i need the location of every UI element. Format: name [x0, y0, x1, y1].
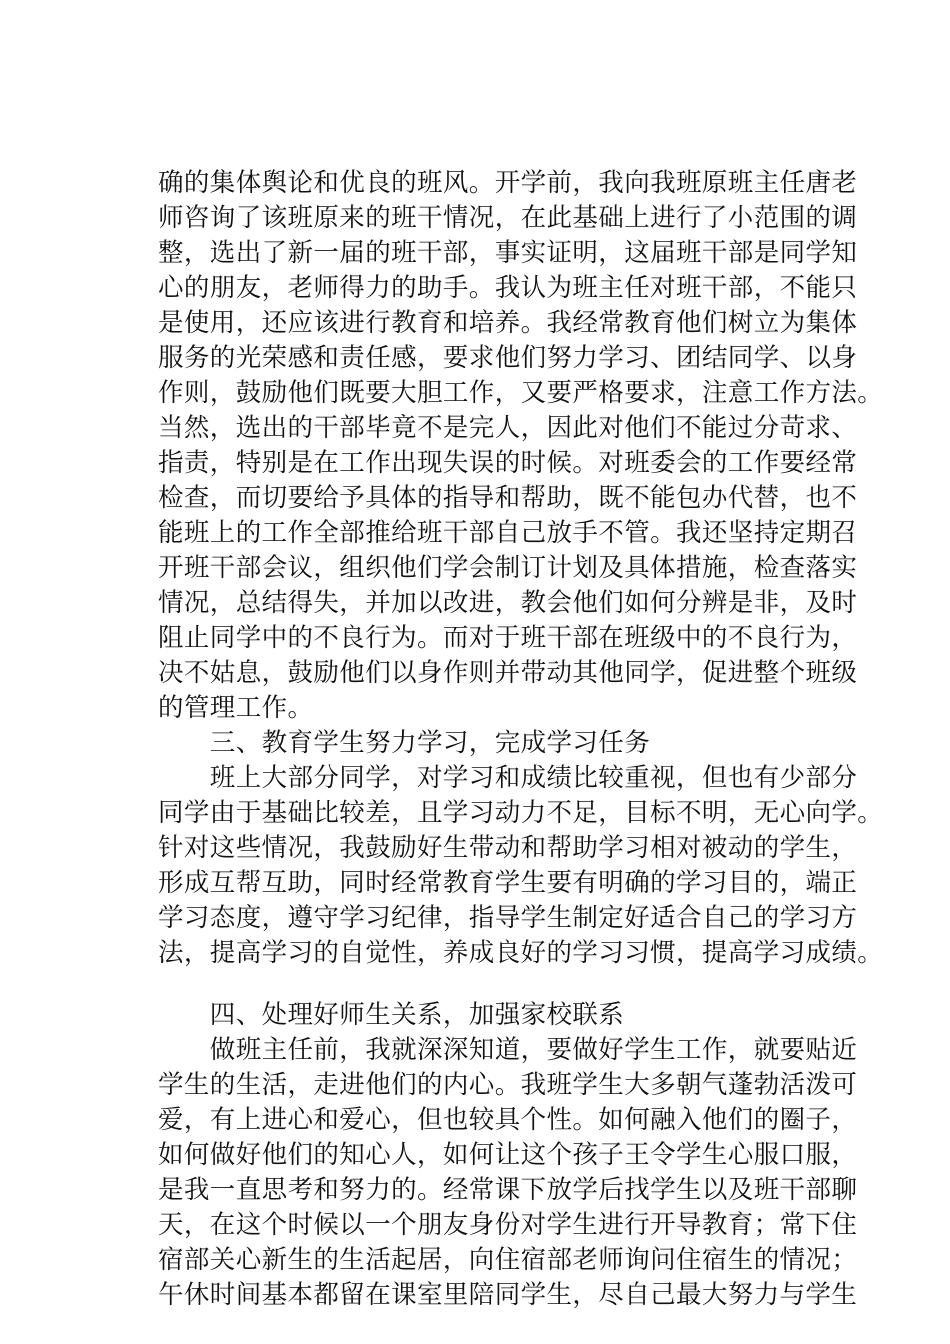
- body-text-line: 是使用，还应该进行教育和培养。我经常教育他们树立为集体: [158, 308, 858, 338]
- body-text-line: 学生的生活，走进他们的内心。我班学生大多朝气蓬勃活泼可: [158, 1070, 858, 1100]
- body-text-line: 情况，总结得失，并加以改进，教会他们如何分辨是非，及时: [158, 588, 858, 618]
- body-text-line: 是我一直思考和努力的。经常课下放学后找学生以及班干部聊: [158, 1175, 858, 1205]
- body-text-line: 心的朋友，老师得力的助手。我认为班主任对班干部，不能只: [158, 273, 858, 303]
- body-text-line: 作则，鼓励他们既要大胆工作，又要严格要求，注意工作方法。: [158, 378, 884, 408]
- body-text-line: 指责，特别是在工作出现失误的时候。对班委会的工作要经常: [158, 448, 858, 478]
- body-text-line: 天，在这个时候以一个朋友身份对学生进行开导教育；常下住: [158, 1210, 858, 1240]
- body-text-line: 决不姑息，鼓励他们以身作则并带动其他同学，促进整个班级: [158, 658, 858, 688]
- body-text-line: 开班干部会议，组织他们学会制订计划及具体措施，检查落实: [158, 553, 858, 583]
- section-heading: 四、处理好师生关系，加强家校联系: [158, 1000, 625, 1030]
- body-text-line: 的管理工作。: [158, 693, 314, 723]
- body-text-line: 师咨询了该班原来的班干情况，在此基础上进行了小范围的调: [158, 203, 858, 233]
- body-text-line: 做班主任前，我就深深知道，要做好学生工作，就要贴近: [158, 1035, 858, 1065]
- body-text-line: 确的集体舆论和优良的班风。开学前，我向我班原班主任唐老: [158, 168, 858, 198]
- body-text-line: 阻止同学中的不良行为。而对于班干部在班级中的不良行为，: [158, 623, 858, 653]
- body-text-line: 当然，选出的干部毕竟不是完人，因此对他们不能过分苛求、: [158, 413, 858, 443]
- body-text-line: 宿部关心新生的生活起居，向住宿部老师询问住宿生的情况；: [158, 1245, 858, 1275]
- body-text-line: 班上大部分同学，对学习和成绩比较重视，但也有少部分: [158, 763, 858, 793]
- section-heading: 三、教育学生努力学习，完成学习任务: [158, 728, 651, 758]
- body-text-line: 同学由于基础比较差，且学习动力不足，目标不明，无心向学。: [158, 798, 884, 828]
- body-text-line: 爱，有上进心和爱心，但也较具个性。如何融入他们的圈子，: [158, 1105, 858, 1135]
- body-text-line: 能班上的工作全部推给班干部自己放手不管。我还坚持定期召: [158, 518, 858, 548]
- body-text-line: 整，选出了新一届的班干部，事实证明，这届班干部是同学知: [158, 238, 858, 268]
- body-text-line: 学习态度，遵守学习纪律，指导学生制定好适合自己的学习方: [158, 903, 858, 933]
- body-text-line: 形成互帮互助，同时经常教育学生要有明确的学习目的，端正: [158, 868, 858, 898]
- body-text-line: 服务的光荣感和责任感，要求他们努力学习、团结同学、以身: [158, 343, 858, 373]
- body-text-line: 法，提高学习的自觉性，养成良好的学习习惯，提高学习成绩。: [158, 938, 884, 968]
- body-text-line: 午休时间基本都留在课室里陪同学生，尽自己最大努力与学生: [158, 1280, 858, 1310]
- body-text-line: 针对这些情况，我鼓励好生带动和帮助学习相对被动的学生，: [158, 833, 858, 863]
- body-text-line: 检查，而切要给予具体的指导和帮助，既不能包办代替，也不: [158, 483, 858, 513]
- body-text-line: 如何做好他们的知心人，如何让这个孩子王令学生心服口服，: [158, 1140, 858, 1170]
